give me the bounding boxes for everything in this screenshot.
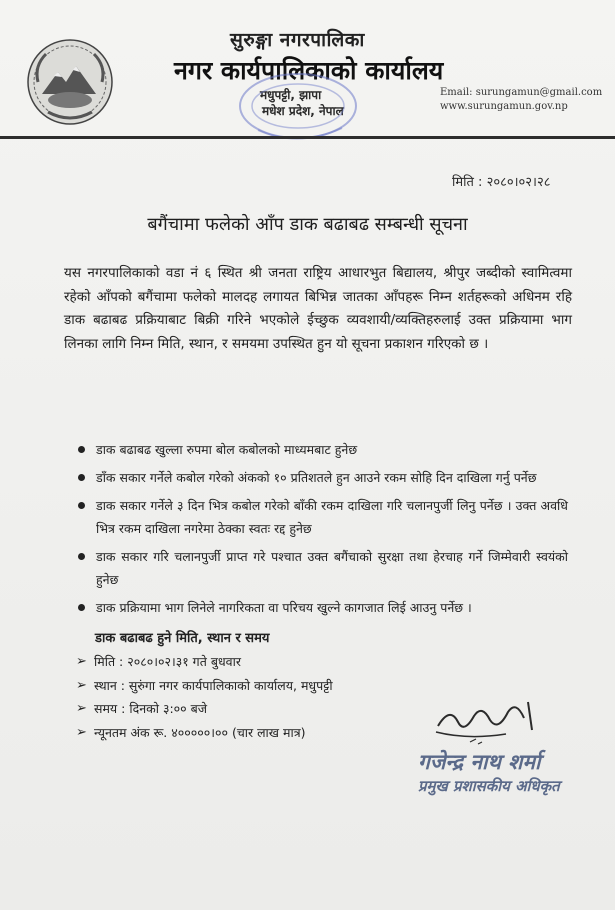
municipality-name: सुरुङ्गा नगरपालिका (230, 29, 365, 51)
schedule-text: समय : दिनको ३:०० बजे (94, 701, 208, 716)
schedule-text: मिति : २०८०।०२।३१ गते बुधवार (94, 654, 241, 669)
schedule-text: स्थान : सुरुंगा नगर कार्यपालिकाको कार्यालय, मधुपट्टी (94, 677, 333, 693)
conditions-list (78, 438, 568, 624)
arrow-bullet-icon: ➢ (76, 724, 87, 740)
condition-text: डाक सकार गरि चलानपुर्जी प्राप्त गरे पश्चात उक्त बगैंचाको सुरक्षा तथा हेरचाह गर्ने जिम्मेवारी स्वयंको हुनेछ (96, 549, 568, 587)
condition-text: डाक प्रक्रियामा भाग लिनेले नागरिकता वा परिचय खुल्ने कागजात लिई आउनु पर्नेछ । (96, 600, 472, 615)
schedule-item (76, 721, 333, 745)
condition-item (78, 466, 568, 489)
signatory-name: गजेन्द्र नाथ शर्मा (418, 750, 541, 774)
contact-website: www.surungamun.gov.np (440, 101, 568, 112)
bullet-icon (78, 502, 85, 509)
schedule-item (76, 650, 333, 674)
header-divider (0, 136, 615, 139)
condition-text: डाक सकार गर्नेले ३ दिन भित्र कबोल गरेको बाँकी रकम दाखिला गरि चलानपुर्जी लिनु पर्नेछ । उक्त अवधि भित्र रकम दाखिला नगरेमा ठेक्का स्वतः रद्द हुनेछ (96, 498, 568, 536)
bullet-icon (78, 446, 85, 453)
notice-date: मिति : २०८०।०२।२८ (452, 175, 551, 190)
schedule-list (76, 650, 333, 744)
condition-text: डाँक सकार गर्नेले कबोल गरेको अंकको १० प्रतिशतले हुन आउने रकम सोहि दिन दाखिला गर्नु पर्नेछ (96, 470, 537, 485)
bullet-icon (78, 474, 85, 481)
condition-item (78, 438, 568, 461)
condition-item (78, 494, 568, 540)
condition-text: डाक बढाबढ खुल्ला रुपमा बोल कबोलको माध्यमबाट हुनेछ (96, 442, 358, 457)
address-line-2: मधेश प्रदेश, नेपाल (262, 104, 344, 118)
office-name: नगर कार्यपालिकाको कार्यालय (174, 56, 444, 85)
contact-email: Email: surungamun@gmail.com (440, 87, 603, 98)
arrow-bullet-icon: ➢ (76, 654, 87, 669)
condition-item (78, 596, 568, 619)
notice-subject: बगैंचामा फलेको आँप डाक बढाबढ सम्बन्धी सूचना (147, 214, 468, 235)
condition-item (78, 545, 568, 591)
arrow-bullet-icon: ➢ (76, 677, 87, 693)
schedule-title: डाक बढाबढ हुने मिति, स्थान र समय (95, 631, 270, 646)
signatory-title: प्रमुख प्रशासकीय अधिकृत (418, 777, 560, 795)
bullet-icon (78, 553, 85, 560)
bullet-icon (78, 604, 85, 611)
schedule-text: न्यूनतम अंक रू. ४०००००।०० (चार लाख मात्र) (94, 724, 306, 740)
schedule-item (76, 674, 333, 698)
notice-intro: यस नगरपालिकाको वडा नं ६ स्थित श्री जनता राष्ट्रिय आधारभुत बिद्यालय, श्रीपुर जब्दीको स्वामित्वमा रहेको आँपको बगैंचामा फलेको मालदह लगायत बिभिन्न जातका आँपहरू निम्न शर्तहरूको अधिनम रहि डाक बढाबढ प्रक्रियाबाट बिक्री गरिने भएकोले ईच्छुक व्यवशायी/व्यक्तिहरुलाई उक्त प्रक्रियामा भाग लिनका लागि निम्न मिति, स्थान, र समयमा उपस्थित हुन यो सूचना प्रकाशन गरिएको छ । (64, 265, 572, 352)
address-line-1: मधुपट्टी, झापा (260, 88, 322, 102)
schedule-item (76, 697, 333, 721)
signature-icon (428, 688, 548, 748)
arrow-bullet-icon: ➢ (76, 701, 87, 716)
nepal-emblem-icon (24, 36, 116, 128)
